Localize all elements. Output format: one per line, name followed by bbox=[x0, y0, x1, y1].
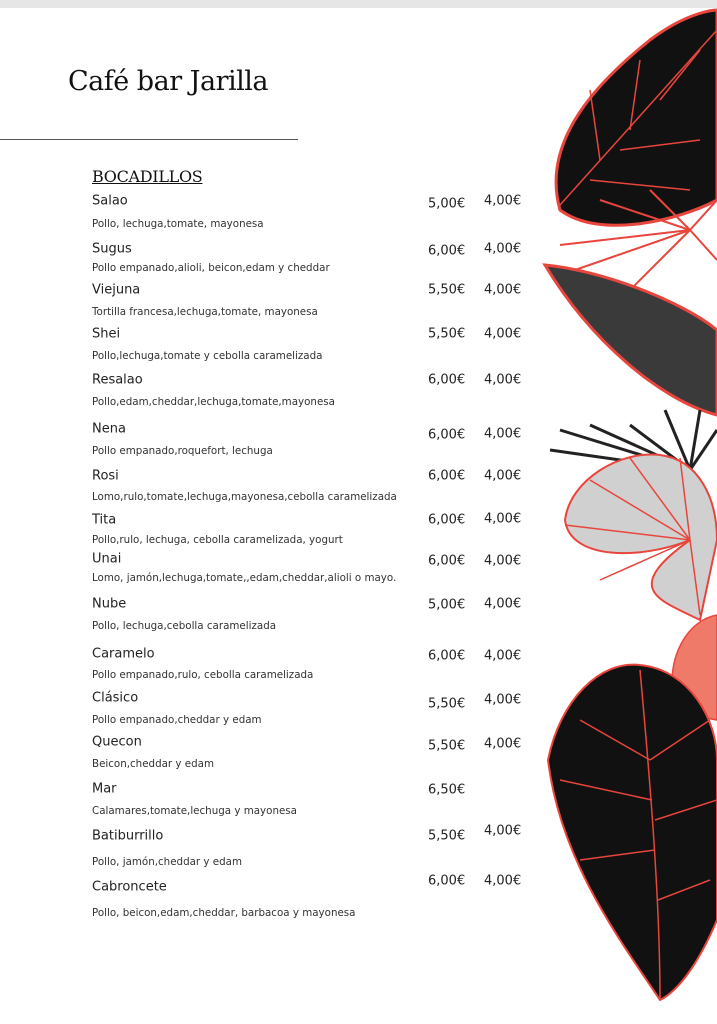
item-price-secondary: 4,00€ bbox=[484, 736, 522, 752]
item-price-secondary: 4,00€ bbox=[484, 596, 522, 612]
item-price: 5,50€ bbox=[428, 738, 466, 754]
item-name: Tita bbox=[92, 512, 117, 528]
item-name: Nena bbox=[92, 421, 126, 437]
item-price-secondary: 4,00€ bbox=[484, 823, 522, 839]
item-price: 5,00€ bbox=[428, 196, 466, 212]
item-price: 6,00€ bbox=[428, 243, 466, 259]
item-price-secondary: 4,00€ bbox=[484, 426, 522, 442]
item-description: Pollo, lechuga,tomate, mayonesa bbox=[92, 218, 264, 230]
item-description: Pollo,lechuga,tomate y cebolla caramelizada bbox=[92, 350, 323, 362]
item-price-secondary: 4,00€ bbox=[484, 511, 522, 527]
item-name: Rosi bbox=[92, 468, 119, 484]
leaf-top bbox=[556, 10, 717, 225]
item-price: 6,00€ bbox=[428, 372, 466, 388]
item-price-secondary: 4,00€ bbox=[484, 193, 522, 209]
item-description: Pollo empanado,rulo, cebolla caramelizada bbox=[92, 669, 314, 681]
item-price: 6,00€ bbox=[428, 468, 466, 484]
item-description: Calamares,tomate,lechuga y mayonesa bbox=[92, 805, 297, 817]
item-price-secondary: 4,00€ bbox=[484, 553, 522, 569]
item-price: 6,00€ bbox=[428, 553, 466, 569]
item-price: 5,50€ bbox=[428, 326, 466, 342]
tropical-leaves-illustration bbox=[540, 0, 717, 1024]
item-price: 6,50€ bbox=[428, 782, 466, 798]
item-price: 6,00€ bbox=[428, 873, 466, 889]
item-name: Caramelo bbox=[92, 646, 155, 662]
item-name: Resalao bbox=[92, 372, 143, 388]
item-price: 6,00€ bbox=[428, 512, 466, 528]
item-name: Batiburrillo bbox=[92, 828, 164, 844]
leaf-grey-dark bbox=[545, 265, 717, 415]
item-name: Clásico bbox=[92, 690, 139, 706]
item-price: 6,00€ bbox=[428, 427, 466, 443]
grey-fan-leaf bbox=[565, 454, 717, 620]
item-price-secondary: 4,00€ bbox=[484, 282, 522, 298]
item-price-secondary: 4,00€ bbox=[484, 326, 522, 342]
item-description: Lomo,rulo,tomate,lechuga,mayonesa,cebolla caramelizada bbox=[92, 491, 397, 503]
item-name: Salao bbox=[92, 193, 128, 209]
item-price: 5,00€ bbox=[428, 597, 466, 613]
item-price-secondary: 4,00€ bbox=[484, 692, 522, 708]
item-description: Pollo empanado,alioli, beicon,edam y cheddar bbox=[92, 262, 330, 274]
item-name: Quecon bbox=[92, 734, 142, 750]
item-description: Pollo, jamón,cheddar y edam bbox=[92, 856, 242, 868]
item-name: Mar bbox=[92, 781, 117, 797]
item-description: Beicon,cheddar y edam bbox=[92, 758, 215, 770]
item-description: Pollo,rulo, lechuga, cebolla caramelizada, yogurt bbox=[92, 534, 343, 546]
item-price: 5,50€ bbox=[428, 696, 466, 712]
item-price-secondary: 4,00€ bbox=[484, 468, 522, 484]
item-name: Sugus bbox=[92, 241, 132, 257]
item-price-secondary: 4,00€ bbox=[484, 873, 522, 889]
item-price: 5,50€ bbox=[428, 828, 466, 844]
item-name: Nube bbox=[92, 596, 127, 612]
item-name: Cabroncete bbox=[92, 879, 167, 895]
item-price-secondary: 4,00€ bbox=[484, 241, 522, 257]
item-description: Pollo, beicon,edam,cheddar, barbacoa y mayonesa bbox=[92, 907, 356, 919]
item-price: 6,00€ bbox=[428, 648, 466, 664]
item-description: Pollo empanado,cheddar y edam bbox=[92, 714, 262, 726]
item-price: 5,50€ bbox=[428, 282, 466, 298]
item-description: Pollo,edam,cheddar,lechuga,tomate,mayonesa bbox=[92, 396, 335, 408]
item-description: Lomo, jamón,lechuga,tomate,,edam,cheddar,alioli o mayo. bbox=[92, 572, 397, 584]
divider bbox=[0, 139, 298, 140]
item-price-secondary: 4,00€ bbox=[484, 648, 522, 664]
item-name: Shei bbox=[92, 326, 121, 342]
item-description: Pollo empanado,roquefort, lechuga bbox=[92, 445, 273, 457]
item-price-secondary: 4,00€ bbox=[484, 372, 522, 388]
section-heading: BOCADILLOS bbox=[92, 167, 203, 186]
item-description: Pollo, lechuga,cebolla caramelizada bbox=[92, 620, 277, 632]
item-name: Unai bbox=[92, 551, 122, 567]
monstera-leaf bbox=[548, 665, 717, 1000]
page-title: Café bar Jarilla bbox=[68, 66, 269, 97]
item-description: Tortilla francesa,lechuga,tomate, mayonesa bbox=[92, 306, 318, 318]
item-name: Viejuna bbox=[92, 282, 141, 298]
